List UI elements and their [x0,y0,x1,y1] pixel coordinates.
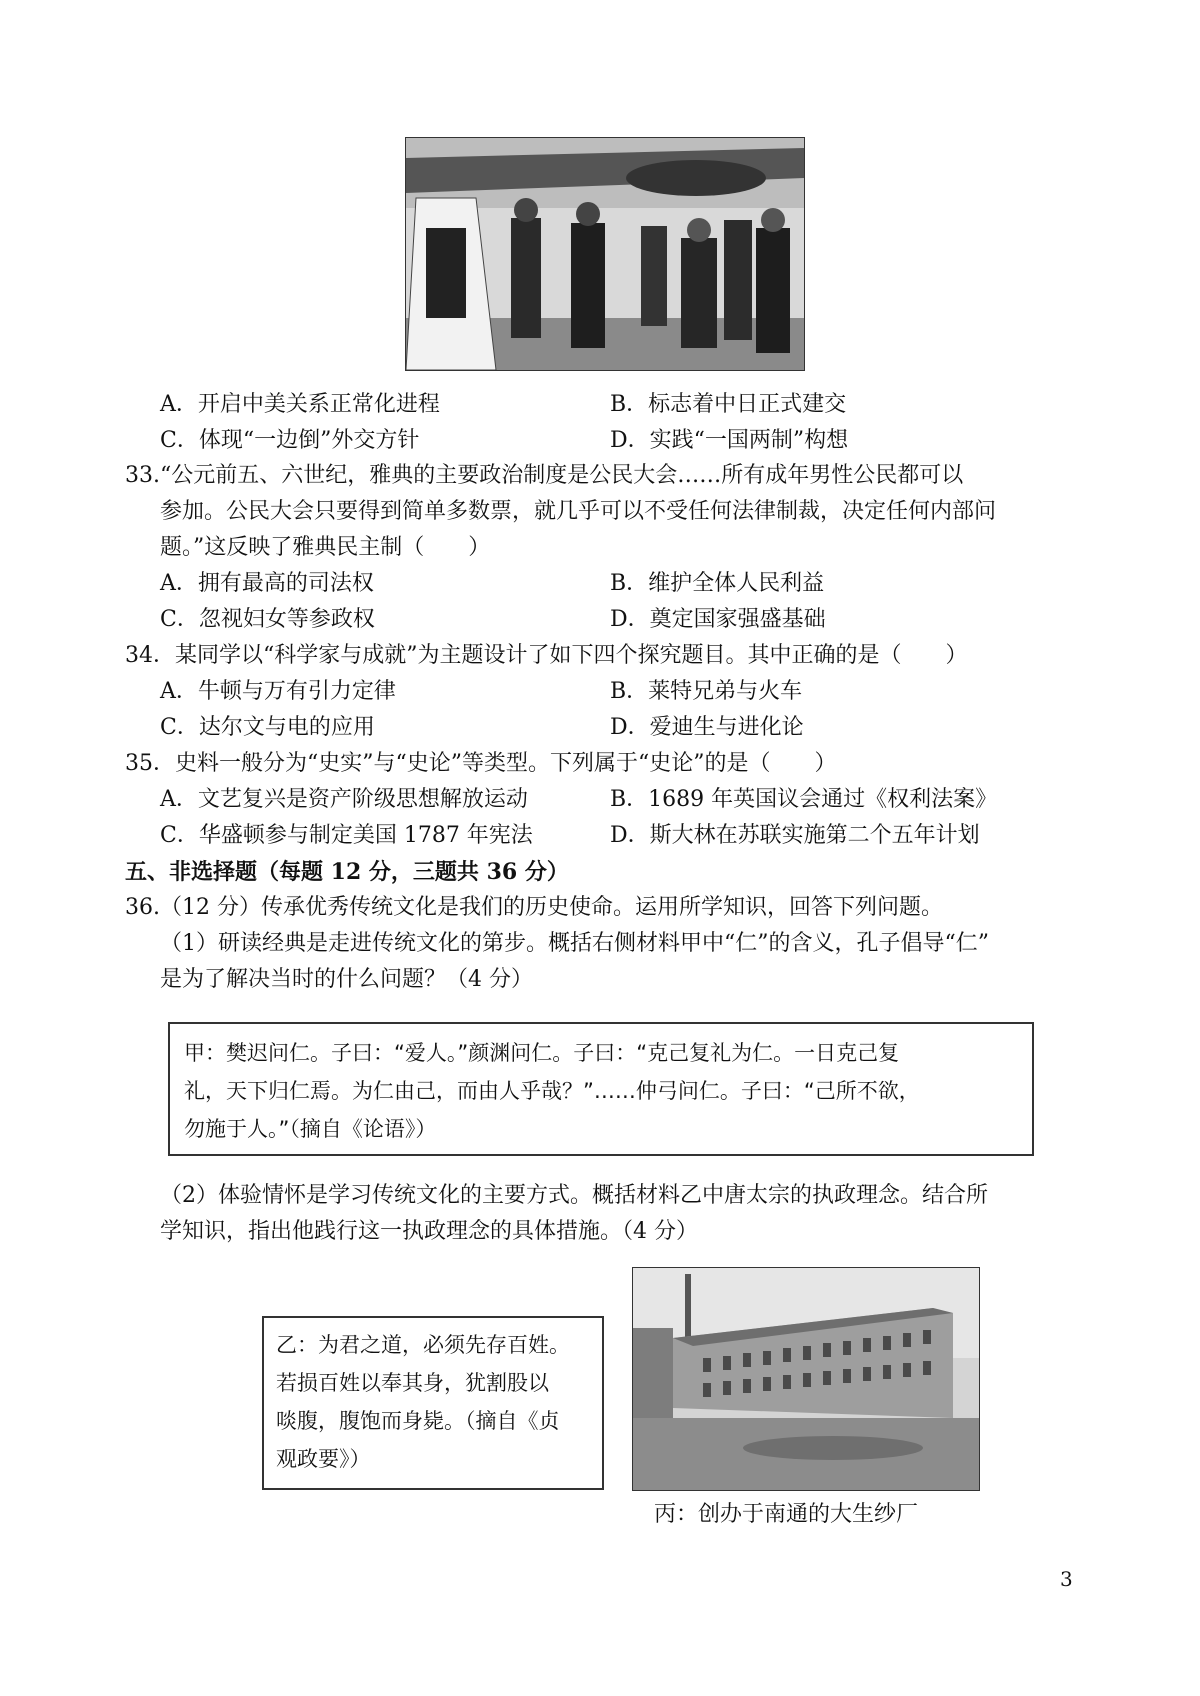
q33-stem-line3: 题。”这反映了雅典民主制（ ） [160,535,491,560]
material-jia-line3: 勿施于人。”（摘自《论语》） [184,1117,437,1141]
q34-option-c: C．达尔文与电的应用 [160,715,375,740]
material-yi-line1: 乙：为君之道，必须先存百姓。 [276,1333,570,1357]
q35-option-d: D．斯大林在苏联实施第二个五年计划 [610,823,980,848]
q32-option-a: A．开启中美关系正常化进程 [160,392,440,417]
q36-part2-line1: （2）体验情怀是学习传统文化的主要方式。概括材料乙中唐太宗的执政理念。结合所 [160,1183,988,1208]
material-jia-box [168,1022,1034,1156]
section-title: 五、非选择题（每题 12 分，三题共 36 分） [125,859,569,885]
q32-option-b: B．标志着中日正式建交 [610,392,847,417]
dasheng-mill-illustration [633,1268,979,1490]
page-number: 3 [1060,1567,1073,1591]
material-yi-box [262,1316,604,1490]
q36-part1-line1: （1）研读经典是走进传统文化的第步。概括右侧材料甲中“仁”的含义，孔子倡导“仁” [160,931,989,956]
material-yi-line3: 啖腹，腹饱而身毙。（摘自《贞 [276,1409,560,1433]
q35-option-b: B．1689 年英国议会通过《权利法案》 [610,787,998,812]
q34-option-a: A．牛顿与万有引力定律 [160,679,396,704]
q36-part1-line2: 是为了解决当时的什么问题？（4 分） [160,967,533,992]
q33-option-d: D．奠定国家强盛基础 [610,607,826,632]
nixon-arrival-photo [405,137,805,371]
q35-stem: 35．史料一般分为“史实”与“史论”等类型。下列属于“史论”的是（ ） [125,751,837,776]
q36-part2-line2: 学知识，指出他践行这一执政理念的具体措施。（4 分） [160,1219,698,1244]
q34-stem: 34．某同学以“科学家与成就”为主题设计了如下四个探究题目。其中正确的是（ ） [125,643,968,668]
q33-stem-line1: 33.“公元前五、六世纪，雅典的主要政治制度是公民大会……所有成年男性公民都可以 [125,463,964,488]
q36-stem: 36.（12 分）传承优秀传统文化是我们的历史使命。运用所学知识，回答下列问题。 [125,895,943,920]
material-jia-line2: 礼，天下归仁焉。为仁由己，而由人乎哉？”……仲弓问仁。子曰：“己所不欲， [184,1079,920,1103]
q33-stem-line2: 参加。公民大会只要得到简单多数票，就几乎可以不受任何法律制裁，决定任何内部问 [160,499,997,524]
material-yi-line4: 观政要》） [276,1447,371,1471]
q32-option-d: D．实践“一国两制”构想 [610,428,849,453]
material-yi-line2: 若损百姓以奉其身，犹割股以 [276,1371,549,1395]
dasheng-mill-photo [632,1267,980,1491]
q32-option-c: C．体现“一边倒”外交方针 [160,428,420,453]
q33-option-a: A．拥有最高的司法权 [160,571,374,596]
material-bing-caption: 丙：创办于南通的大生纱厂 [654,1502,919,1527]
material-jia-line1: 甲：樊迟问仁。子曰：“爱人。”颜渊问仁。子曰：“克己复礼为仁。一日克己复 [184,1041,900,1065]
q35-option-c: C．华盛顿参与制定美国 1787 年宪法 [160,823,533,848]
q33-option-b: B．维护全体人民利益 [610,571,825,596]
q34-option-d: D．爱迪生与进化论 [610,715,804,740]
q35-option-a: A．文艺复兴是资产阶级思想解放运动 [160,787,528,812]
nixon-arrival-illustration [406,138,804,370]
q34-option-b: B．莱特兄弟与火车 [610,679,803,704]
q33-option-c: C．忽视妇女等参政权 [160,607,375,632]
